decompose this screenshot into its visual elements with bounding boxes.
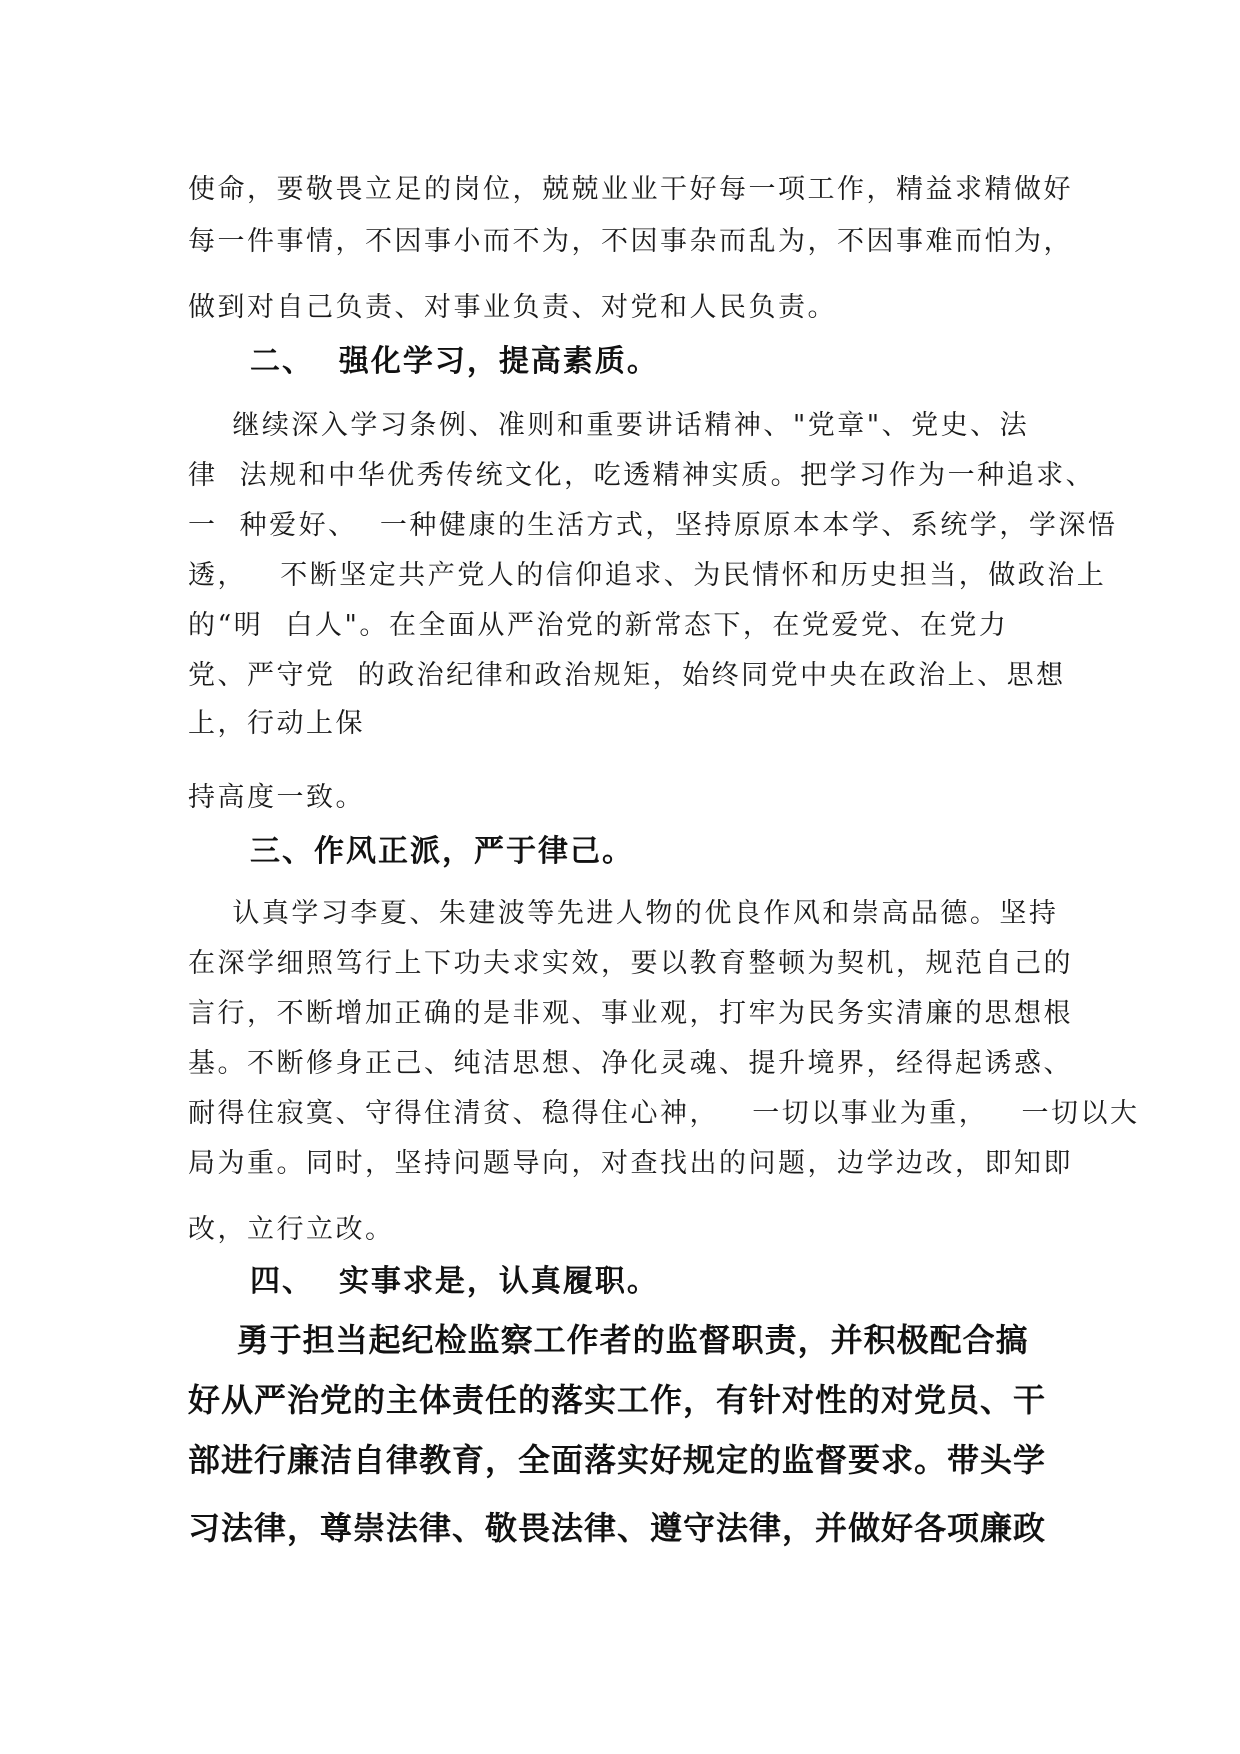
paragraph-1-line-1: 使命，要敬畏立足的岗位，兢兢业业干好每一项工作，精益求精做好 (188, 174, 1073, 205)
paragraph-3-line-2: 在深学细照笃行上下功夫求实效，要以教育整顿为契机，规范自己的 (188, 948, 1073, 979)
paragraph-1-line-2: 每一件事情，不因事小而不为，不因事杂而乱为，不因事难而怕为， (188, 226, 1073, 257)
section-heading-3: 三、作风正派，严于律己。 (250, 834, 634, 869)
paragraph-2-line-2: 律 法规和中华优秀传统文化，吃透精神实质。把学习作为一种追求、 (188, 460, 1096, 491)
paragraph-3-line-3: 言行，不断增加正确的是非观、事业观，打牢为民务实清廉的思想根 (188, 998, 1073, 1029)
paragraph-2-line-6: 党、严守党 的政治纪律和政治规矩，始终同党中央在政治上、思想 (188, 660, 1066, 691)
paragraph-3-line-7: 改，立行立改。 (188, 1214, 395, 1245)
section-heading-2: 二、 强化学习，提高素质。 (250, 344, 659, 379)
paragraph-2-line-8: 持高度一致。 (188, 782, 365, 813)
paragraph-2-line-7: 上，行动上保 (188, 708, 365, 739)
paragraph-4-line-2: 好从严治党的主体责任的落实工作，有针对性的对党员、干 (188, 1381, 1047, 1419)
paragraph-2-line-4: 透， 不断坚定共产党人的信仰追求、为民情怀和历史担当，做政治上 (188, 560, 1107, 591)
paragraph-2-line-1: 继续深入学习条例、准则和重要讲话精神、"党章"、党史、法 (188, 410, 1030, 441)
paragraph-3-line-5: 耐得住寂寞、守得住清贫、稳得住心神， 一切以事业为重， 一切以大 (188, 1098, 1140, 1129)
paragraph-1-line-3: 做到对自己负责、对事业负责、对党和人民负责。 (188, 292, 837, 323)
paragraph-2-line-5: 的“明 白人"。在全面从严治党的新常态下，在党爱党、在党力 (188, 610, 1009, 641)
paragraph-3-line-6: 局为重。同时，坚持问题导向，对查找出的问题，边学边改，即知即 (188, 1148, 1073, 1179)
paragraph-2-line-3: 一 种爱好、 一种健康的生活方式，坚持原原本本学、系统学，学深悟 (188, 510, 1118, 541)
paragraph-4-line-3: 部进行廉洁自律教育，全面落实好规定的监督要求。带头学 (188, 1441, 1047, 1479)
paragraph-4-line-4: 习法律，尊崇法律、敬畏法律、遵守法律，并做好各项廉政 (188, 1509, 1047, 1547)
paragraph-3-line-4: 基。不断修身正己、纯洁思想、净化灵魂、提升境界，经得起诱惑、 (188, 1048, 1073, 1079)
paragraph-4-line-1: 勇于担当起纪检监察工作者的监督职责，并积极配合搞 (188, 1321, 1029, 1359)
section-heading-4: 四、 实事求是，认真履职。 (250, 1264, 659, 1299)
paragraph-3-line-1: 认真学习李夏、朱建波等先进人物的优良作风和崇高品德。坚持 (188, 898, 1059, 929)
